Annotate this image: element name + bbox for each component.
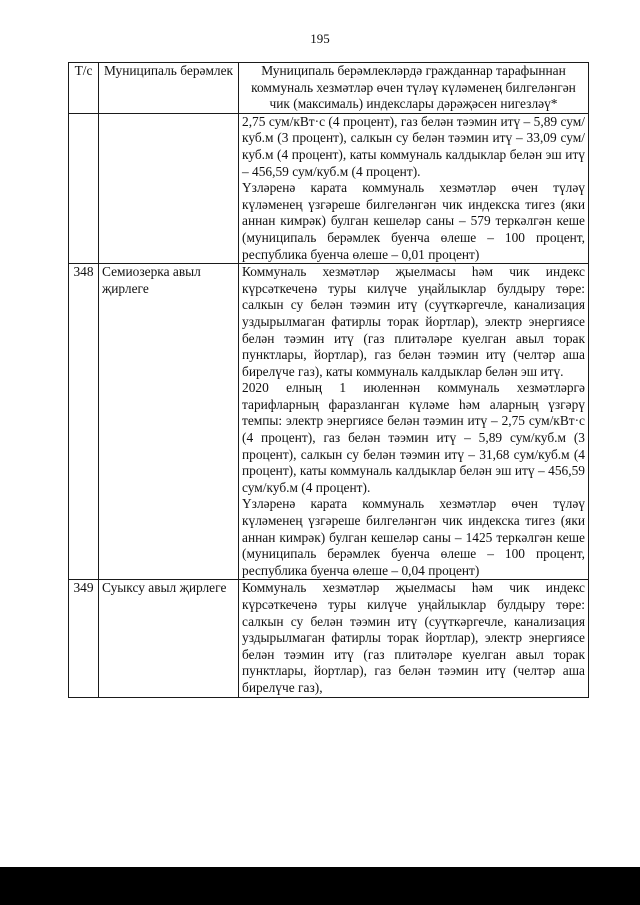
table-row	[69, 580, 589, 697]
row-municipality: Суыксу авыл җирлеге	[99, 580, 239, 697]
description-paragraph: Үзләренә карата коммуналь хезмәтләр өчен түләү күләменең үзгәреше билгеләнгән чик индекска тигез (яки аннан кимрәк) булган кешеләр саны – 1425 теркәлгән кеше (муниципаль берәмлек буенча өлеше – 100 процент, республика буенча өлеше – 0,04 процент)	[242, 496, 585, 578]
row-description	[239, 113, 589, 263]
header-description: Муниципаль берәмлекләрдә гражданнар тарафыннан коммуналь хезмәтләр өчен түләү күләменең билгеләнгән чик (максималь) индекслары дәрәҗәсен нигезләү*	[239, 63, 589, 114]
description-paragraph: 2020 елның 1 июленнән коммуналь хезмәтләргә тарифларның фаразланган күләме һәм аларның үзгәрү темпы: электр энергиясе белән тәэмин итү – 2,75 сум/кВт·с (4 процент), газ белән тәэмин итү – 5,89 сум/куб.м (3 процент), салкын су белән тәэмин итү – 31,68 сум/куб.м (4 процент), каты коммуналь калдыклар белән эш итү – 456,59 сум/куб.м (4 процент).	[242, 380, 585, 495]
table-row	[69, 264, 589, 580]
row-number: 348	[69, 264, 99, 580]
description-paragraph: 2,75 сум/кВт·с (4 процент), газ белән тәэмин итү – 5,89 сум/куб.м (3 процент), салкын су белән тәэмин итү – 33,09 сум/куб.м (4 процент), каты коммуналь калдыклар белән эш итү – 456,59 сум/куб.м (4 процент).	[242, 113, 585, 179]
header-municipality: Муниципаль берәмлек	[99, 63, 239, 114]
table-row	[69, 113, 589, 263]
description-paragraph: Үзләренә карата коммуналь хезмәтләр өчен түләү күләменең үзгәреше билгеләнгән чик индекска тигез (яки аннан кимрәк) булган кешеләр саны – 579 теркәлгән кеше (муниципаль берәмлек буенча өлеше – 100 процент, республика буенча өлеше – 0,01 процент)	[242, 180, 585, 262]
row-municipality	[99, 113, 239, 263]
tariff-index-table	[68, 62, 589, 698]
description-paragraph: Коммуналь хезмәтләр җыелмасы һәм чик индекс күрсәткеченә туры килүче уңайлыклар булдыру төре: салкын су белән тәэмин итү (суүткәргечле, канализация уздырылмаган фатирлы торак йортлар), электр энергиясе белән тәэмин итү (газ плитәләре куелган авыл торак пунктлары, йортлар), газ белән тәэмин итү (челтәр аша бирелүче газ), каты коммуналь калдыклар белән эш итү.	[242, 264, 585, 379]
table-header-row	[69, 63, 589, 114]
row-number: 349	[69, 580, 99, 697]
row-description	[239, 580, 589, 697]
page-number: 195	[310, 31, 330, 46]
description-paragraph: Коммуналь хезмәтләр җыелмасы һәм чик индекс күрсәткеченә туры килүче уңайлыклар булдыру төре: салкын су белән тәэмин итү (суүткәргечле, канализация уздырылмаган фатирлы торак йортлар), электр энергиясе белән тәэмин итү (газ плитәләре куелган авыл торак пунктлары, йортлар), газ белән тәэмин итү (челтәр аша бирелүче газ),	[242, 580, 585, 695]
scan-bottom-border	[0, 867, 640, 905]
row-number	[69, 113, 99, 263]
header-number: Т/с	[69, 63, 99, 114]
row-description	[239, 264, 589, 580]
row-municipality: Семиозерка авыл җирлеге	[99, 264, 239, 580]
